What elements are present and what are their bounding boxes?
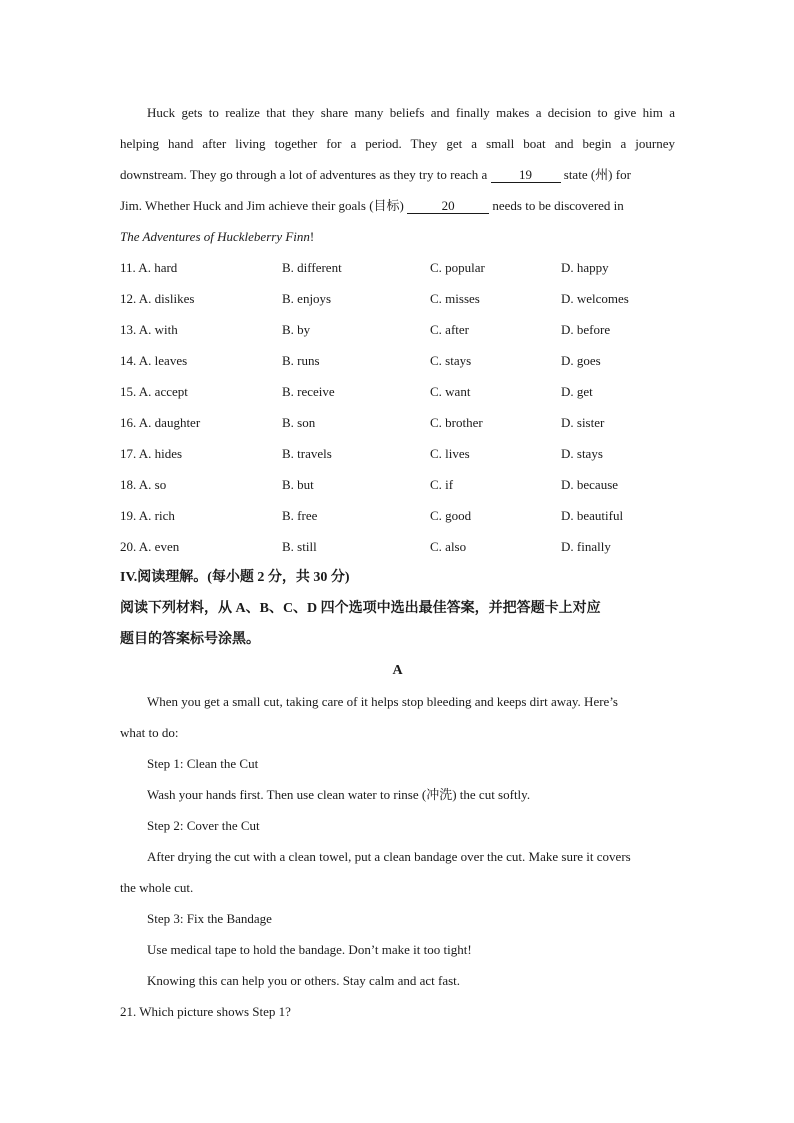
step-title: Step 1: Clean the Cut <box>147 756 259 771</box>
blank-19: 19 <box>491 167 561 183</box>
option-d: D. get <box>561 384 593 399</box>
option-d: D. because <box>561 477 619 492</box>
passage-label: A <box>392 663 403 678</box>
option-a: 18. A. so <box>120 477 167 492</box>
passage-text: Huck gets to realize that they share many beliefs and finally makes a decision to give him a <box>147 105 675 120</box>
option-a: 15. A. accept <box>120 384 188 399</box>
question-row <box>120 345 675 376</box>
option-b: B. different <box>282 260 342 275</box>
section-instruction: 阅读下列材料，从 A、B、C、D 四个选项中选出最佳答案，并把答题卡上对应 <box>120 601 601 616</box>
section-instruction: 题目的答案标号涂黑。 <box>120 632 260 647</box>
passage-text: needs to be discovered in <box>492 198 624 213</box>
blank-20: 20 <box>407 198 489 214</box>
option-a: 19. A. rich <box>120 508 175 523</box>
book-title: The Adventures of Huckleberry Finn <box>120 229 310 244</box>
option-b: B. runs <box>282 353 320 368</box>
option-a: 20. A. even <box>120 539 180 554</box>
reading-text: After drying the cut with a clean towel, put a clean bandage over the cut. Make sure it covers <box>147 849 631 864</box>
option-a: 11. A. hard <box>120 260 178 275</box>
step-title: Step 3: Fix the Bandage <box>147 911 272 926</box>
option-c: C. after <box>430 322 469 337</box>
option-b: B. travels <box>282 446 332 461</box>
option-d: D. beautiful <box>561 508 624 523</box>
question-row <box>120 376 675 407</box>
question-row <box>120 438 675 469</box>
option-d: D. finally <box>561 539 611 554</box>
option-a: 16. A. daughter <box>120 415 201 430</box>
option-b: B. by <box>282 322 311 337</box>
option-c: C. want <box>430 384 471 399</box>
option-c: C. stays <box>430 353 472 368</box>
option-a: 13. A. with <box>120 322 178 337</box>
passage-line <box>120 190 675 221</box>
option-c: C. popular <box>430 260 485 275</box>
option-b: B. receive <box>282 384 335 399</box>
document-page <box>120 97 675 1027</box>
option-c: C. misses <box>430 291 480 306</box>
question-row <box>120 469 675 500</box>
passage-text: ! <box>309 229 315 244</box>
option-c: C. also <box>430 539 467 554</box>
reading-text: what to do: <box>120 725 179 740</box>
reading-text: Wash your hands first. Then use clean water to rinse (冲洗) the cut softly. <box>147 787 531 802</box>
option-a: 14. A. leaves <box>120 353 188 368</box>
option-b: B. still <box>282 539 317 554</box>
reading-text: Knowing this can help you or others. Stay calm and act fast. <box>147 973 461 988</box>
question-row <box>120 500 675 531</box>
passage-line <box>120 221 675 252</box>
question-row <box>120 283 675 314</box>
question-row <box>120 252 675 283</box>
option-a: 12. A. dislikes <box>120 291 195 306</box>
section-heading: IV.阅读理解。(每小题 2 分，共 30 分) <box>120 570 350 585</box>
question-row <box>120 531 675 562</box>
option-b: B. enjoys <box>282 291 332 306</box>
step-title: Step 2: Cover the Cut <box>147 818 260 833</box>
option-b: B. free <box>282 508 318 523</box>
question-row <box>120 407 675 438</box>
option-c: C. brother <box>430 415 483 430</box>
option-c: C. if <box>430 477 454 492</box>
reading-text: When you get a small cut, taking care of it helps stop bleeding and keeps dirt away. Here’s <box>147 694 618 709</box>
option-d: D. happy <box>561 260 609 275</box>
option-d: D. sister <box>561 415 605 430</box>
option-c: C. lives <box>430 446 470 461</box>
passage-line <box>120 128 675 159</box>
option-d: D. before <box>561 322 611 337</box>
option-d: D. stays <box>561 446 603 461</box>
option-b: B. but <box>282 477 314 492</box>
question-row <box>120 314 675 345</box>
option-b: B. son <box>282 415 316 430</box>
reading-text: the whole cut. <box>120 880 194 895</box>
passage-line <box>120 97 675 128</box>
passage-line <box>120 159 675 190</box>
option-a: 17. A. hides <box>120 446 183 461</box>
reading-text: Use medical tape to hold the bandage. Don’t make it too tight! <box>147 942 472 957</box>
option-c: C. good <box>430 508 472 523</box>
question-options <box>120 252 675 562</box>
passage-text: Jim. Whether Huck and Jim achieve their goals (目标) <box>120 198 404 213</box>
passage-text: downstream. They go through a lot of adventures as they try to reach a <box>120 167 488 182</box>
option-d: D. welcomes <box>561 291 629 306</box>
question-21: 21. Which picture shows Step 1? <box>120 1004 291 1019</box>
passage-text: helping hand after living together for a period. They get a small boat and begin a journey <box>120 136 675 151</box>
option-d: D. goes <box>561 353 601 368</box>
passage-text: state (州) for <box>563 167 631 182</box>
